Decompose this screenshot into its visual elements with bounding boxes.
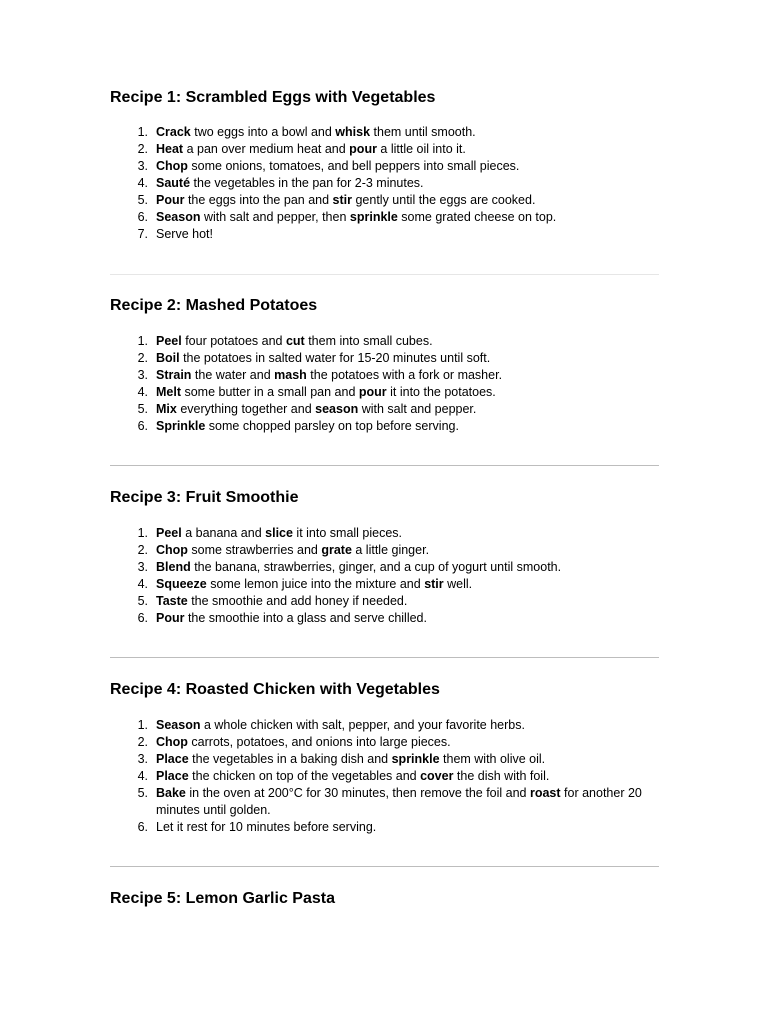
recipe-step xyxy=(110,124,658,141)
step-text: the smoothie and add honey if needed. xyxy=(187,594,408,608)
step-action-verb: Bake xyxy=(156,786,186,800)
step-action-verb: slice xyxy=(265,526,293,540)
step-number: 2. xyxy=(137,735,148,749)
step-text: the potatoes with a fork or masher. xyxy=(306,368,503,382)
step-text: for another 20 minutes until golden. xyxy=(156,786,642,817)
recipe-step xyxy=(110,192,658,209)
step-text: the vegetables in the pan for 2-3 minutes. xyxy=(190,176,424,190)
recipe-step xyxy=(110,717,658,734)
step-number: 5. xyxy=(137,786,148,800)
step-text: some butter in a small pan and xyxy=(181,385,359,399)
step-text: two eggs into a bowl and xyxy=(190,125,336,139)
step-text: them until smooth. xyxy=(370,125,476,139)
step-number: 7. xyxy=(137,227,148,241)
recipe-step xyxy=(110,350,658,367)
step-action-verb: Place xyxy=(156,769,189,783)
step-text: gently until the eggs are cooked. xyxy=(351,193,536,207)
step-text: Serve hot! xyxy=(156,227,213,241)
step-action-verb: Sauté xyxy=(156,176,191,190)
recipe-step xyxy=(110,384,658,401)
step-text: with salt and pepper. xyxy=(358,402,477,416)
step-text: carrots, potatoes, and onions into large pieces. xyxy=(187,735,451,749)
step-action-verb: stir xyxy=(424,577,444,591)
step-action-verb: Peel xyxy=(156,526,182,540)
step-number: 3. xyxy=(137,159,148,173)
step-number: 3. xyxy=(137,752,148,766)
step-text: the banana, strawberries, ginger, and a cup of yogurt until smooth. xyxy=(190,560,562,574)
step-action-verb: Peel xyxy=(156,334,182,348)
step-number: 4. xyxy=(137,769,148,783)
recipe-5 xyxy=(110,889,658,926)
recipe-step xyxy=(110,751,658,768)
step-number: 1. xyxy=(137,334,148,348)
step-number: 4. xyxy=(137,577,148,591)
step-text: the potatoes in salted water for 15-20 minutes until soft. xyxy=(179,351,491,365)
recipe-step xyxy=(110,785,658,819)
recipe-title: Recipe 4: Roasted Chicken with Vegetables xyxy=(110,681,440,698)
step-number: 5. xyxy=(137,594,148,608)
step-number: 1. xyxy=(137,526,148,540)
recipe-step xyxy=(110,333,658,350)
step-action-verb: pour xyxy=(358,385,387,399)
step-action-verb: whisk xyxy=(335,125,371,139)
recipe-step xyxy=(110,226,658,243)
step-number: 5. xyxy=(137,193,148,207)
step-action-verb: Season xyxy=(156,210,201,224)
step-text: some onions, tomatoes, and bell peppers into small pieces. xyxy=(187,159,520,173)
step-action-verb: Crack xyxy=(156,125,191,139)
step-number: 4. xyxy=(137,176,148,190)
step-number: 4. xyxy=(137,385,148,399)
recipe-step xyxy=(110,141,658,158)
recipe-steps xyxy=(110,525,658,627)
recipe-step xyxy=(110,175,658,192)
step-action-verb: season xyxy=(315,402,359,416)
recipe-steps xyxy=(110,717,658,836)
step-action-verb: Heat xyxy=(156,142,184,156)
recipe-steps xyxy=(110,124,658,243)
section-divider xyxy=(110,866,659,867)
step-action-verb: Mix xyxy=(156,402,177,416)
step-text: a banana and xyxy=(181,526,266,540)
step-action-verb: Season xyxy=(156,718,201,732)
step-text: the vegetables in a baking dish and xyxy=(188,752,392,766)
step-text: some lemon juice into the mixture and xyxy=(206,577,425,591)
recipe-title: Recipe 3: Fruit Smoothie xyxy=(110,489,299,506)
recipe-step xyxy=(110,734,658,751)
step-number: 2. xyxy=(137,543,148,557)
step-number: 6. xyxy=(137,210,148,224)
step-number: 2. xyxy=(137,142,148,156)
step-text: them with olive oil. xyxy=(439,752,546,766)
step-number: 3. xyxy=(137,368,148,382)
step-action-verb: Pour xyxy=(156,611,185,625)
step-number: 6. xyxy=(137,611,148,625)
step-text: with salt and pepper, then xyxy=(200,210,350,224)
step-text: four potatoes and xyxy=(181,334,286,348)
step-action-verb: mash xyxy=(274,368,307,382)
step-action-verb: Sprinkle xyxy=(156,419,206,433)
recipe-step xyxy=(110,819,658,836)
recipe-3 xyxy=(110,488,658,627)
recipe-1 xyxy=(110,88,658,243)
step-action-verb: cover xyxy=(420,769,454,783)
recipe-title: Recipe 5: Lemon Garlic Pasta xyxy=(110,890,335,907)
recipe-title: Recipe 1: Scrambled Eggs with Vegetables xyxy=(110,89,436,106)
step-action-verb: pour xyxy=(349,142,377,156)
step-text: a little ginger. xyxy=(351,543,430,557)
recipe-step xyxy=(110,610,658,627)
step-action-verb: Squeeze xyxy=(156,577,207,591)
step-action-verb: Pour xyxy=(156,193,185,207)
step-action-verb: cut xyxy=(285,334,305,348)
recipe-step xyxy=(110,542,658,559)
step-text: the water and xyxy=(191,368,275,382)
recipe-step xyxy=(110,158,658,175)
recipe-step xyxy=(110,367,658,384)
recipe-step xyxy=(110,559,658,576)
recipe-step xyxy=(110,768,658,785)
recipe-step xyxy=(110,418,658,435)
recipe-step xyxy=(110,593,658,610)
step-text: it into small pieces. xyxy=(292,526,403,540)
step-number: 6. xyxy=(137,419,148,433)
step-text: the dish with foil. xyxy=(453,769,550,783)
step-action-verb: Chop xyxy=(156,543,188,557)
step-text: them into small cubes. xyxy=(304,334,433,348)
section-divider xyxy=(110,274,659,275)
step-action-verb: Chop xyxy=(156,735,188,749)
step-text: everything together and xyxy=(176,402,316,416)
step-text: it into the potatoes. xyxy=(386,385,496,399)
step-number: 6. xyxy=(137,820,148,834)
step-action-verb: roast xyxy=(529,786,561,800)
step-text: well. xyxy=(443,577,473,591)
step-action-verb: sprinkle xyxy=(391,752,440,766)
section-divider xyxy=(110,465,659,466)
recipe-step xyxy=(110,576,658,593)
recipe-2 xyxy=(110,296,658,435)
step-action-verb: Melt xyxy=(156,385,181,399)
step-number: 1. xyxy=(137,718,148,732)
step-number: 1. xyxy=(137,125,148,139)
recipe-title: Recipe 2: Mashed Potatoes xyxy=(110,297,318,314)
step-number: 2. xyxy=(137,351,148,365)
step-action-verb: Chop xyxy=(156,159,188,173)
step-action-verb: Blend xyxy=(156,560,191,574)
recipe-step xyxy=(110,401,658,418)
recipe-step xyxy=(110,525,658,542)
recipe-step xyxy=(110,209,658,226)
step-number: 5. xyxy=(137,402,148,416)
step-action-verb: sprinkle xyxy=(349,210,398,224)
step-action-verb: grate xyxy=(321,543,352,557)
step-text: the smoothie into a glass and serve chilled. xyxy=(184,611,427,625)
step-action-verb: Place xyxy=(156,752,189,766)
step-text: the eggs into the pan and xyxy=(184,193,333,207)
step-text: some grated cheese on top. xyxy=(397,210,557,224)
step-text: some chopped parsley on top before serving. xyxy=(205,419,459,433)
recipe-4 xyxy=(110,680,658,836)
recipe-steps xyxy=(110,333,658,435)
step-action-verb: Strain xyxy=(156,368,192,382)
section-divider xyxy=(110,657,659,658)
step-action-verb: stir xyxy=(332,193,352,207)
step-action-verb: Taste xyxy=(156,594,188,608)
step-number: 3. xyxy=(137,560,148,574)
step-text: a whole chicken with salt, pepper, and your favorite herbs. xyxy=(200,718,525,732)
step-text: a pan over medium heat and xyxy=(183,142,350,156)
step-text: a little oil into it. xyxy=(376,142,466,156)
step-text: some strawberries and xyxy=(187,543,322,557)
step-text: in the oven at 200°C for 30 minutes, then remove the foil and xyxy=(185,786,530,800)
step-action-verb: Boil xyxy=(156,351,180,365)
step-text: Let it rest for 10 minutes before serving. xyxy=(156,820,377,834)
step-text: the chicken on top of the vegetables and xyxy=(188,769,421,783)
